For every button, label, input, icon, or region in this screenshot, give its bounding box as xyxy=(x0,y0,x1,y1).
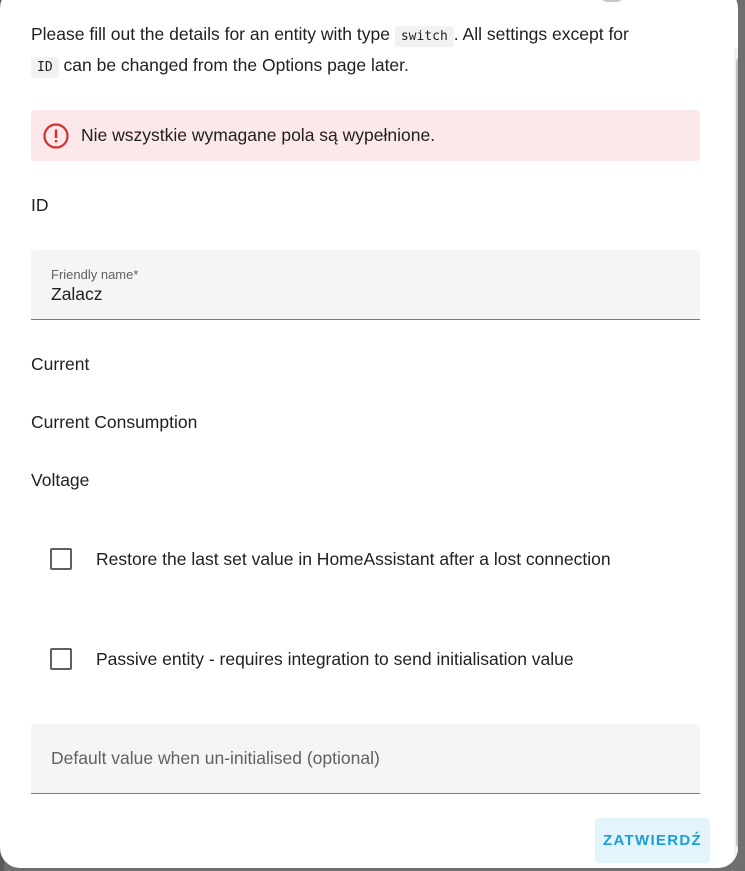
friendly-name-field[interactable] xyxy=(31,250,700,320)
alert-circle-icon xyxy=(42,122,70,150)
submit-button[interactable]: ZATWIERDŹ xyxy=(595,818,710,863)
passive-entity-label[interactable]: Passive entity - requires integration to send initialisation value xyxy=(96,648,574,669)
entity-type-code: switch xyxy=(395,26,454,47)
current-section-label: Current xyxy=(31,354,90,374)
default-value-field[interactable] xyxy=(31,724,700,794)
alert-message: Nie wszystkie wymagane pola są wypełnione. xyxy=(81,125,436,145)
passive-entity-row[interactable] xyxy=(31,639,700,679)
scrollbar-thumb[interactable] xyxy=(736,58,738,848)
friendly-name-input[interactable]: Zalacz xyxy=(51,284,103,304)
restore-value-label[interactable]: Restore the last set value in HomeAssistant after a lost connection xyxy=(96,548,611,569)
id-section-label: ID xyxy=(31,195,49,215)
voltage-section-label: Voltage xyxy=(31,470,90,490)
passive-entity-checkbox[interactable] xyxy=(50,648,72,670)
id-code: ID xyxy=(31,57,59,78)
error-alert xyxy=(31,110,700,161)
intro-part-1: Please fill out the details for an entity with type xyxy=(31,24,395,44)
friendly-name-label: Friendly name* xyxy=(51,267,139,282)
default-value-input[interactable]: Default value when un-initialised (optional) xyxy=(51,748,380,768)
dialog-content xyxy=(31,0,700,794)
current-consumption-section-label: Current Consumption xyxy=(31,412,198,432)
intro-text xyxy=(31,20,700,82)
intro-part-3: can be changed from the Options page later. xyxy=(58,55,409,75)
intro-part-2: . All settings except for xyxy=(453,24,629,44)
restore-value-checkbox[interactable] xyxy=(50,548,72,570)
restore-value-row[interactable] xyxy=(31,539,700,579)
